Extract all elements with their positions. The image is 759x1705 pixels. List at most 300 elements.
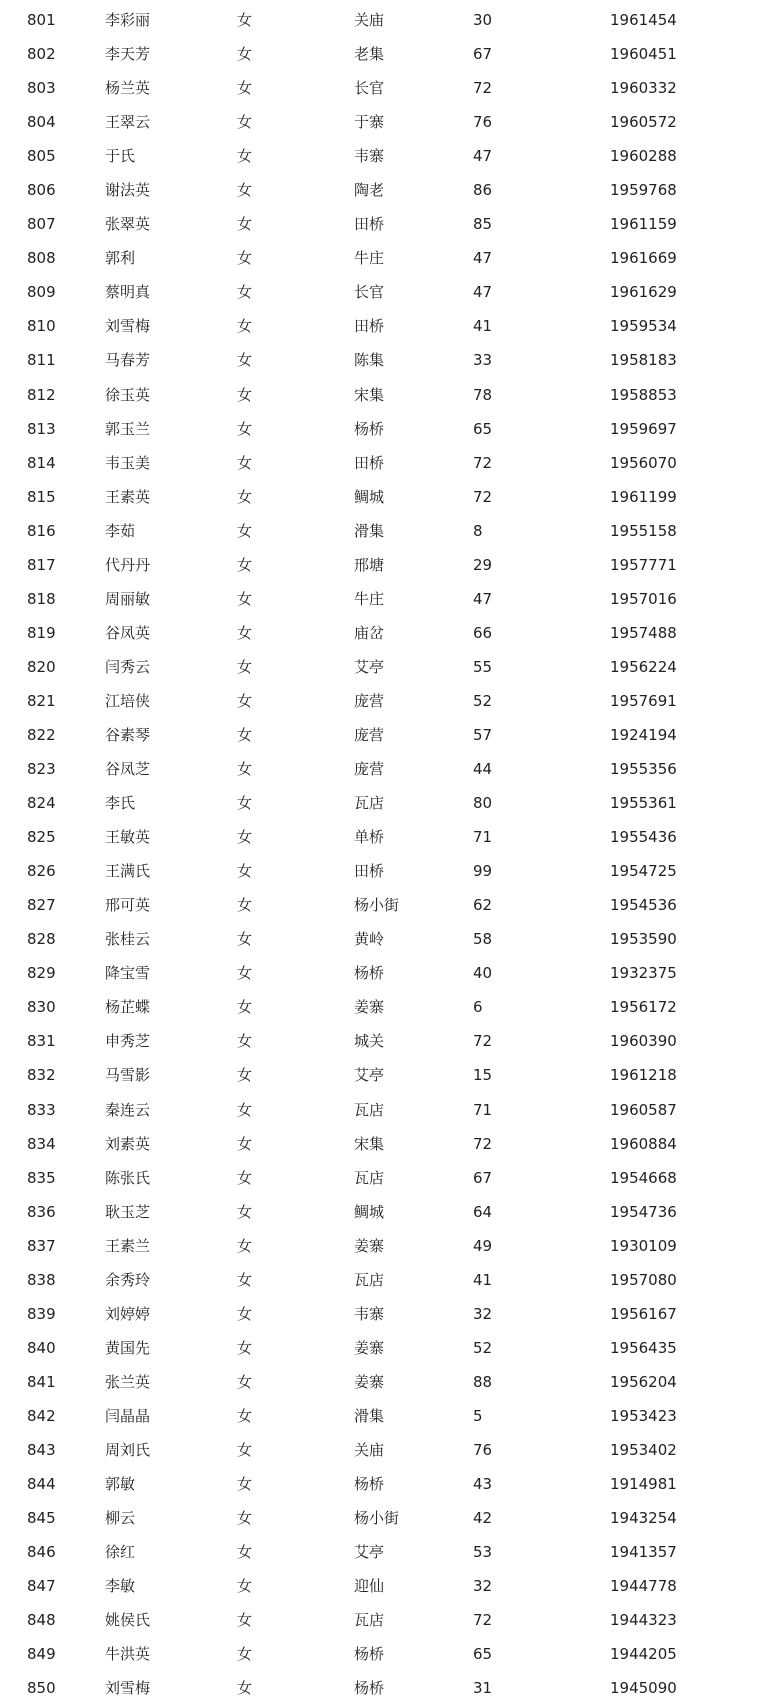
record-code-cell: 1930109 — [610, 1236, 677, 1255]
row-number-cell: 828 — [27, 930, 56, 949]
age-cell: 57 — [473, 725, 493, 744]
gender-cell: 女 — [237, 1100, 253, 1119]
age-cell: 67 — [473, 1168, 493, 1187]
record-code-cell: 1953590 — [610, 930, 677, 949]
row-number-cell: 813 — [27, 419, 56, 438]
age-cell: 53 — [473, 1543, 493, 1562]
row-number-cell: 823 — [27, 760, 56, 779]
age-cell: 65 — [473, 419, 493, 438]
age-cell: 15 — [473, 1066, 493, 1085]
township-cell: 关庙 — [354, 11, 385, 29]
age-cell: 30 — [473, 11, 493, 29]
record-code-cell: 1953402 — [610, 1440, 677, 1459]
row-number-cell: 820 — [27, 657, 56, 676]
gender-cell: 女 — [237, 1577, 253, 1596]
record-code-cell: 1957771 — [610, 555, 677, 574]
table-row — [0, 1637, 759, 1671]
row-number-cell: 846 — [27, 1543, 56, 1562]
gender-cell: 女 — [237, 1440, 253, 1459]
person-name-cell: 邢可英 — [105, 896, 151, 915]
table-row — [0, 71, 759, 105]
record-code-cell: 1954736 — [610, 1202, 677, 1221]
table-row — [0, 412, 759, 446]
row-number-cell: 847 — [27, 1577, 56, 1596]
table-row — [0, 241, 759, 275]
record-code-cell: 1960572 — [610, 113, 677, 132]
table-row — [0, 820, 759, 854]
record-code-cell: 1961218 — [610, 1066, 677, 1085]
row-number-cell: 832 — [27, 1066, 56, 1085]
record-code-cell: 1941357 — [610, 1543, 677, 1562]
row-number-cell: 829 — [27, 964, 56, 983]
age-cell: 8 — [473, 521, 483, 540]
person-name-cell: 韦玉美 — [105, 453, 151, 472]
table-row — [0, 1058, 759, 1092]
township-cell: 庞营 — [354, 760, 385, 779]
township-cell: 姜寨 — [354, 998, 385, 1017]
age-cell: 47 — [473, 589, 493, 608]
record-code-cell: 1960332 — [610, 79, 677, 98]
record-code-cell: 1955356 — [610, 760, 677, 779]
person-name-cell: 王素兰 — [105, 1236, 151, 1255]
table-row — [0, 1297, 759, 1331]
record-code-cell: 1961629 — [610, 283, 677, 302]
table-row — [0, 1433, 759, 1467]
table-row — [0, 480, 759, 514]
table-row — [0, 786, 759, 820]
person-name-cell: 杨芷蝶 — [105, 998, 151, 1017]
gender-cell: 女 — [237, 385, 253, 404]
township-cell: 瓦店 — [354, 1611, 385, 1630]
gender-cell: 女 — [237, 1032, 253, 1051]
table-row — [0, 650, 759, 684]
gender-cell: 女 — [237, 1509, 253, 1528]
gender-cell: 女 — [237, 555, 253, 574]
township-cell: 城关 — [354, 1032, 385, 1051]
record-code-cell: 1959697 — [610, 419, 677, 438]
row-number-cell: 844 — [27, 1475, 56, 1494]
table-row — [0, 922, 759, 956]
table-row — [0, 275, 759, 309]
record-code-cell: 1961669 — [610, 249, 677, 268]
row-number-cell: 842 — [27, 1406, 56, 1425]
table-row — [0, 752, 759, 786]
record-code-cell: 1944205 — [610, 1645, 677, 1664]
record-code-cell: 1954536 — [610, 896, 677, 915]
row-number-cell: 821 — [27, 691, 56, 710]
row-number-cell: 841 — [27, 1372, 56, 1391]
record-code-cell: 1954725 — [610, 862, 677, 881]
row-number-cell: 839 — [27, 1304, 56, 1323]
table-row — [0, 1603, 759, 1637]
person-name-cell: 刘素英 — [105, 1134, 151, 1153]
gender-cell: 女 — [237, 828, 253, 847]
person-name-cell: 刘雪梅 — [105, 317, 151, 336]
gender-cell: 女 — [237, 1270, 253, 1289]
age-cell: 32 — [473, 1304, 493, 1323]
person-name-cell: 谷凤芝 — [105, 760, 151, 779]
row-number-cell: 822 — [27, 725, 56, 744]
table-row — [0, 1365, 759, 1399]
person-name-cell: 王敏英 — [105, 828, 151, 847]
person-name-cell: 姚侯氏 — [105, 1611, 151, 1630]
age-cell: 76 — [473, 1440, 493, 1459]
table-row — [0, 378, 759, 412]
record-code-cell: 1960390 — [610, 1032, 677, 1051]
row-number-cell: 833 — [27, 1100, 56, 1119]
row-number-cell: 803 — [27, 79, 56, 98]
township-cell: 邢塘 — [354, 555, 385, 574]
person-name-cell: 杨兰英 — [105, 79, 151, 98]
age-cell: 31 — [473, 1679, 493, 1698]
gender-cell: 女 — [237, 964, 253, 983]
gender-cell: 女 — [237, 657, 253, 676]
row-number-cell: 845 — [27, 1509, 56, 1528]
record-code-cell: 1955158 — [610, 521, 677, 540]
gender-cell: 女 — [237, 249, 253, 268]
row-number-cell: 810 — [27, 317, 56, 336]
person-name-cell: 闫秀云 — [105, 657, 151, 676]
person-name-cell: 李敏 — [105, 1577, 136, 1596]
age-cell: 62 — [473, 896, 493, 915]
township-cell: 杨桥 — [354, 964, 385, 983]
gender-cell: 女 — [237, 317, 253, 336]
township-cell: 田桥 — [354, 215, 385, 234]
township-cell: 关庙 — [354, 1440, 385, 1459]
record-code-cell: 1956224 — [610, 657, 677, 676]
person-name-cell: 代丹丹 — [105, 555, 151, 574]
person-name-cell: 江培侠 — [105, 691, 151, 710]
table-row — [0, 1195, 759, 1229]
township-cell: 杨桥 — [354, 1475, 385, 1494]
table-row — [0, 1467, 759, 1501]
age-cell: 6 — [473, 998, 483, 1017]
age-cell: 72 — [473, 1032, 493, 1051]
record-code-cell: 1944778 — [610, 1577, 677, 1596]
table-row — [0, 888, 759, 922]
age-cell: 67 — [473, 45, 493, 64]
age-cell: 55 — [473, 657, 493, 676]
person-name-cell: 周刘氏 — [105, 1440, 151, 1459]
record-code-cell: 1953423 — [610, 1406, 677, 1425]
age-cell: 72 — [473, 1134, 493, 1153]
record-code-cell: 1956204 — [610, 1372, 677, 1391]
table-row — [0, 1024, 759, 1058]
age-cell: 5 — [473, 1406, 483, 1425]
township-cell: 杨桥 — [354, 419, 385, 438]
row-number-cell: 817 — [27, 555, 56, 574]
person-name-cell: 谢法英 — [105, 181, 151, 200]
record-code-cell: 1958853 — [610, 385, 677, 404]
gender-cell: 女 — [237, 351, 253, 370]
township-cell: 姜寨 — [354, 1236, 385, 1255]
township-cell: 瓦店 — [354, 1270, 385, 1289]
gender-cell: 女 — [237, 1679, 253, 1698]
gender-cell: 女 — [237, 623, 253, 642]
row-number-cell: 843 — [27, 1440, 56, 1459]
row-number-cell: 811 — [27, 351, 56, 370]
gender-cell: 女 — [237, 215, 253, 234]
record-code-cell: 1943254 — [610, 1509, 677, 1528]
row-number-cell: 808 — [27, 249, 56, 268]
age-cell: 44 — [473, 760, 493, 779]
record-code-cell: 1957016 — [610, 589, 677, 608]
record-code-cell: 1960587 — [610, 1100, 677, 1119]
person-name-cell: 徐红 — [105, 1543, 136, 1562]
record-code-cell: 1955436 — [610, 828, 677, 847]
township-cell: 单桥 — [354, 828, 385, 847]
row-number-cell: 815 — [27, 487, 56, 506]
gender-cell: 女 — [237, 1611, 253, 1630]
gender-cell: 女 — [237, 487, 253, 506]
township-cell: 迎仙 — [354, 1577, 385, 1596]
record-code-cell: 1955361 — [610, 794, 677, 813]
gender-cell: 女 — [237, 1202, 253, 1221]
gender-cell: 女 — [237, 45, 253, 64]
township-cell: 长官 — [354, 79, 385, 98]
record-code-cell: 1961199 — [610, 487, 677, 506]
township-cell: 鲷城 — [354, 1202, 385, 1221]
age-cell: 41 — [473, 317, 493, 336]
gender-cell: 女 — [237, 181, 253, 200]
township-cell: 滑集 — [354, 521, 385, 540]
person-name-cell: 余秀玲 — [105, 1270, 151, 1289]
age-cell: 72 — [473, 453, 493, 472]
gender-cell: 女 — [237, 1066, 253, 1085]
age-cell: 80 — [473, 794, 493, 813]
age-cell: 78 — [473, 385, 493, 404]
person-name-cell: 申秀芝 — [105, 1032, 151, 1051]
table-row — [0, 105, 759, 139]
person-name-cell: 马春芳 — [105, 351, 151, 370]
age-cell: 64 — [473, 1202, 493, 1221]
gender-cell: 女 — [237, 1543, 253, 1562]
age-cell: 72 — [473, 79, 493, 98]
table-row — [0, 1229, 759, 1263]
record-code-cell: 1959768 — [610, 181, 677, 200]
gender-cell: 女 — [237, 794, 253, 813]
record-code-cell: 1914981 — [610, 1475, 677, 1494]
record-code-cell: 1957080 — [610, 1270, 677, 1289]
township-cell: 姜寨 — [354, 1338, 385, 1357]
gender-cell: 女 — [237, 691, 253, 710]
township-cell: 杨小街 — [354, 1509, 400, 1528]
age-cell: 65 — [473, 1645, 493, 1664]
row-number-cell: 807 — [27, 215, 56, 234]
record-code-cell: 1944323 — [610, 1611, 677, 1630]
gender-cell: 女 — [237, 11, 253, 29]
gender-cell: 女 — [237, 1168, 253, 1187]
row-number-cell: 801 — [27, 11, 56, 29]
age-cell: 52 — [473, 1338, 493, 1357]
person-name-cell: 李氏 — [105, 794, 136, 813]
row-number-cell: 824 — [27, 794, 56, 813]
table-row — [0, 718, 759, 752]
table-row — [0, 548, 759, 582]
gender-cell: 女 — [237, 1406, 253, 1425]
row-number-cell: 850 — [27, 1679, 56, 1698]
township-cell: 韦寨 — [354, 147, 385, 166]
row-number-cell: 835 — [27, 1168, 56, 1187]
age-cell: 42 — [473, 1509, 493, 1528]
person-name-cell: 王素英 — [105, 487, 151, 506]
age-cell: 47 — [473, 283, 493, 302]
record-code-cell: 1958183 — [610, 351, 677, 370]
row-number-cell: 831 — [27, 1032, 56, 1051]
table-row — [0, 1127, 759, 1161]
person-name-cell: 牛洪英 — [105, 1645, 151, 1664]
person-name-cell: 王满氏 — [105, 862, 151, 881]
age-cell: 47 — [473, 147, 493, 166]
table-row — [0, 173, 759, 207]
gender-cell: 女 — [237, 147, 253, 166]
record-code-cell: 1956070 — [610, 453, 677, 472]
table-row — [0, 854, 759, 888]
record-code-cell: 1956435 — [610, 1338, 677, 1357]
gender-cell: 女 — [237, 453, 253, 472]
person-name-cell: 刘婷婷 — [105, 1304, 151, 1323]
age-cell: 33 — [473, 351, 493, 370]
age-cell: 88 — [473, 1372, 493, 1391]
record-code-cell: 1961159 — [610, 215, 677, 234]
age-cell: 52 — [473, 691, 493, 710]
township-cell: 庞营 — [354, 725, 385, 744]
row-number-cell: 834 — [27, 1134, 56, 1153]
person-name-cell: 于氏 — [105, 147, 136, 166]
gender-cell: 女 — [237, 521, 253, 540]
row-number-cell: 825 — [27, 828, 56, 847]
township-cell: 田桥 — [354, 862, 385, 881]
gender-cell: 女 — [237, 113, 253, 132]
township-cell: 杨桥 — [354, 1645, 385, 1664]
person-name-cell: 张桂云 — [105, 930, 151, 949]
table-row — [0, 1093, 759, 1127]
person-name-cell: 李茹 — [105, 521, 136, 540]
person-name-cell: 郭玉兰 — [105, 419, 151, 438]
table-row — [0, 1569, 759, 1603]
township-cell: 陈集 — [354, 351, 385, 370]
row-number-cell: 805 — [27, 147, 56, 166]
person-name-cell: 张兰英 — [105, 1372, 151, 1391]
person-name-cell: 蔡明真 — [105, 283, 151, 302]
gender-cell: 女 — [237, 1475, 253, 1494]
person-name-cell: 谷素琴 — [105, 725, 151, 744]
row-number-cell: 816 — [27, 521, 56, 540]
record-code-cell: 1959534 — [610, 317, 677, 336]
record-code-cell: 1956167 — [610, 1304, 677, 1323]
age-cell: 49 — [473, 1236, 493, 1255]
township-cell: 杨小街 — [354, 896, 400, 915]
gender-cell: 女 — [237, 725, 253, 744]
table-row — [0, 684, 759, 718]
row-number-cell: 802 — [27, 45, 56, 64]
table-row — [0, 1501, 759, 1535]
gender-cell: 女 — [237, 283, 253, 302]
table-row — [0, 1331, 759, 1365]
record-code-cell: 1957691 — [610, 691, 677, 710]
age-cell: 85 — [473, 215, 493, 234]
age-cell: 41 — [473, 1270, 493, 1289]
table-row — [0, 1161, 759, 1195]
person-name-cell: 李彩丽 — [105, 11, 151, 29]
township-cell: 庞营 — [354, 691, 385, 710]
table-row — [0, 1399, 759, 1433]
gender-cell: 女 — [237, 1236, 253, 1255]
table-row — [0, 343, 759, 377]
row-number-cell: 848 — [27, 1611, 56, 1630]
gender-cell: 女 — [237, 419, 253, 438]
person-name-cell: 闫晶晶 — [105, 1406, 151, 1425]
person-name-cell: 郭利 — [105, 249, 136, 268]
table-row — [0, 514, 759, 548]
township-cell: 田桥 — [354, 317, 385, 336]
gender-cell: 女 — [237, 896, 253, 915]
table-row — [0, 1671, 759, 1705]
row-number-cell: 812 — [27, 385, 56, 404]
row-number-cell: 814 — [27, 453, 56, 472]
row-number-cell: 804 — [27, 113, 56, 132]
record-code-cell: 1960451 — [610, 45, 677, 64]
table-row — [0, 207, 759, 241]
gender-cell: 女 — [237, 1304, 253, 1323]
gender-cell: 女 — [237, 589, 253, 608]
row-number-cell: 809 — [27, 283, 56, 302]
township-cell: 艾亭 — [354, 1543, 385, 1562]
person-name-cell: 谷凤英 — [105, 623, 151, 642]
table-row — [0, 37, 759, 71]
township-cell: 姜寨 — [354, 1372, 385, 1391]
township-cell: 艾亭 — [354, 1066, 385, 1085]
gender-cell: 女 — [237, 1134, 253, 1153]
row-number-cell: 836 — [27, 1202, 56, 1221]
record-code-cell: 1954668 — [610, 1168, 677, 1187]
row-number-cell: 838 — [27, 1270, 56, 1289]
age-cell: 58 — [473, 930, 493, 949]
township-cell: 陶老 — [354, 181, 385, 200]
person-name-cell: 降宝雪 — [105, 964, 151, 983]
township-cell: 于寨 — [354, 113, 385, 132]
table-row — [0, 1535, 759, 1569]
record-code-cell: 1960288 — [610, 147, 677, 166]
township-cell: 宋集 — [354, 385, 385, 404]
row-number-cell: 806 — [27, 181, 56, 200]
age-cell: 47 — [473, 249, 493, 268]
record-code-cell: 1932375 — [610, 964, 677, 983]
township-cell: 宋集 — [354, 1134, 385, 1153]
table-row — [0, 582, 759, 616]
table-row — [0, 3, 759, 37]
township-cell: 杨桥 — [354, 1679, 385, 1698]
person-name-cell: 李天芳 — [105, 45, 151, 64]
township-cell: 庙岔 — [354, 623, 385, 642]
record-code-cell: 1945090 — [610, 1679, 677, 1698]
age-cell: 86 — [473, 181, 493, 200]
township-cell: 田桥 — [354, 453, 385, 472]
township-cell: 牛庄 — [354, 589, 385, 608]
gender-cell: 女 — [237, 998, 253, 1017]
township-cell: 鲷城 — [354, 487, 385, 506]
record-code-cell: 1956172 — [610, 998, 677, 1017]
gender-cell: 女 — [237, 1645, 253, 1664]
person-name-cell: 刘雪梅 — [105, 1679, 151, 1698]
township-cell: 瓦店 — [354, 1100, 385, 1119]
age-cell: 40 — [473, 964, 493, 983]
township-cell: 长官 — [354, 283, 385, 302]
gender-cell: 女 — [237, 79, 253, 98]
age-cell: 29 — [473, 555, 493, 574]
row-number-cell: 826 — [27, 862, 56, 881]
person-name-cell: 郭敏 — [105, 1475, 136, 1494]
